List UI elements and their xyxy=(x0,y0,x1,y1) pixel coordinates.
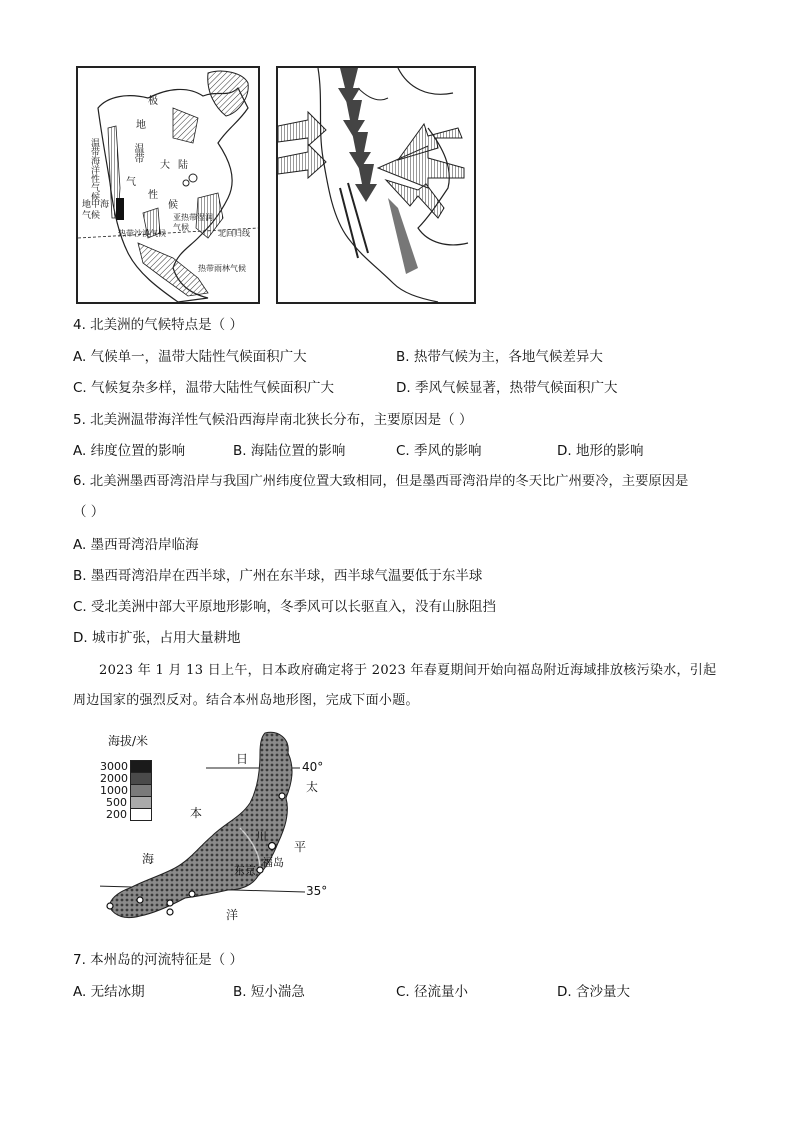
legend-value-3000: 3000 xyxy=(100,760,128,773)
q4-stem: 4. 北美洲的气候特点是（ ） xyxy=(73,317,243,333)
lat-40-label: 40° xyxy=(302,760,324,774)
label-yare: 亚热带湿润气候 xyxy=(173,213,213,232)
legend-title: 海拔/米 xyxy=(108,734,149,748)
city-label-fukushima: 福岛 xyxy=(262,856,284,869)
label-wendai-haiyang: 温带海洋性气候 xyxy=(89,138,99,201)
q7-option-a[interactable]: A. 无结冰期 xyxy=(73,984,145,1000)
q5-option-b[interactable]: B. 海陆位置的影响 xyxy=(233,443,346,459)
sea-label-ben: 本 xyxy=(190,806,203,820)
q5-option-a[interactable]: A. 纬度位置的影响 xyxy=(73,443,186,459)
q7-stem: 7. 本州岛的河流特征是（ ） xyxy=(73,952,243,968)
q6-option-b[interactable]: B. 墨西哥湾沿岸在西半球，广州在东半球，西半球气温要低于东半球 xyxy=(73,568,483,584)
sea-label-hai: 海 xyxy=(142,852,155,866)
ocean-label-yang: 洋 xyxy=(226,908,239,922)
legend-value-200: 200 xyxy=(106,808,127,821)
q6-option-a[interactable]: A. 墨西哥湾沿岸临海 xyxy=(73,537,199,553)
intro-line-1: 2023 年 1 月 13 日上午，日本政府确定将于 2023 年春夏期间开始向福岛附近海域排放核污染水，引起 xyxy=(99,663,717,678)
label-redai-shamo: 热带沙漠气候 xyxy=(118,229,166,238)
river-label-chuan: 川 xyxy=(256,830,267,843)
label-wendai: 温带 xyxy=(132,143,143,163)
q7-option-b[interactable]: B. 短小湍急 xyxy=(233,984,305,1000)
sea-label-ri: 日 xyxy=(236,752,249,766)
q4-option-a[interactable]: A. 气候单一，温带大陆性气候面积广大 xyxy=(73,349,307,365)
label-di: 地 xyxy=(136,120,146,131)
q6-stem-bracket: （ ） xyxy=(73,504,105,520)
label-beihuigui: 北回归线 xyxy=(218,229,250,238)
label-dalu: 大陆 xyxy=(160,160,196,171)
q4-option-c[interactable]: C. 气候复杂多样，温带大陆性气候面积广大 xyxy=(73,380,335,396)
q5-option-c[interactable]: C. 季风的影响 xyxy=(396,443,482,459)
q5-option-d[interactable]: D. 地形的影响 xyxy=(557,443,644,459)
lat-35-label: 35° xyxy=(306,884,328,898)
q5-stem: 5. 北美洲温带海洋性气候沿西海岸南北狭长分布，主要原因是（ ） xyxy=(73,412,473,428)
label-redai-yulin: 热带雨林气候 xyxy=(198,264,246,273)
q4-option-d[interactable]: D. 季风气候显著，热带气候面积广大 xyxy=(396,380,618,396)
q6-stem: 6. 北美洲墨西哥湾沿岸与我国广州纬度位置大致相同，但是墨西哥湾沿岸的冬天比广州要冷，主要原因是 xyxy=(73,474,689,489)
q6-option-d[interactable]: D. 城市扩张，占用大量耕地 xyxy=(73,630,241,646)
label-qi: 气 xyxy=(126,177,136,188)
ocean-label-tai: 太 xyxy=(306,780,319,794)
label-dizhonghai: 地中海气候 xyxy=(82,200,110,221)
legend-value-1000: 1000 xyxy=(100,784,128,797)
q7-option-c[interactable]: C. 径流量小 xyxy=(396,984,469,1000)
climate-map xyxy=(76,66,260,304)
q6-option-c[interactable]: C. 受北美洲中部大平原地形影响，冬季风可以长驱直入，没有山脉阻挡 xyxy=(73,599,497,615)
japan-map xyxy=(100,728,340,928)
legend-value-2000: 2000 xyxy=(100,772,128,785)
japan-map-drawing xyxy=(100,728,340,928)
q7-option-d[interactable]: D. 含沙量大 xyxy=(557,984,630,1000)
label-ji: 极 xyxy=(148,96,158,107)
intro-line-2: 周边国家的强烈反对。结合本州岛地形图，完成下面小题。 xyxy=(73,693,419,708)
wind-map xyxy=(276,66,476,304)
ocean-label-ping: 平 xyxy=(294,840,307,854)
wind-map-drawing xyxy=(278,68,474,302)
legend-value-500: 500 xyxy=(106,796,127,809)
q4-option-b[interactable]: B. 热带气候为主，各地气候差异大 xyxy=(396,349,603,365)
city-label-tokyo: 东京 xyxy=(234,864,256,877)
label-hou: 候 xyxy=(168,200,178,211)
label-xing: 性 xyxy=(148,190,158,201)
